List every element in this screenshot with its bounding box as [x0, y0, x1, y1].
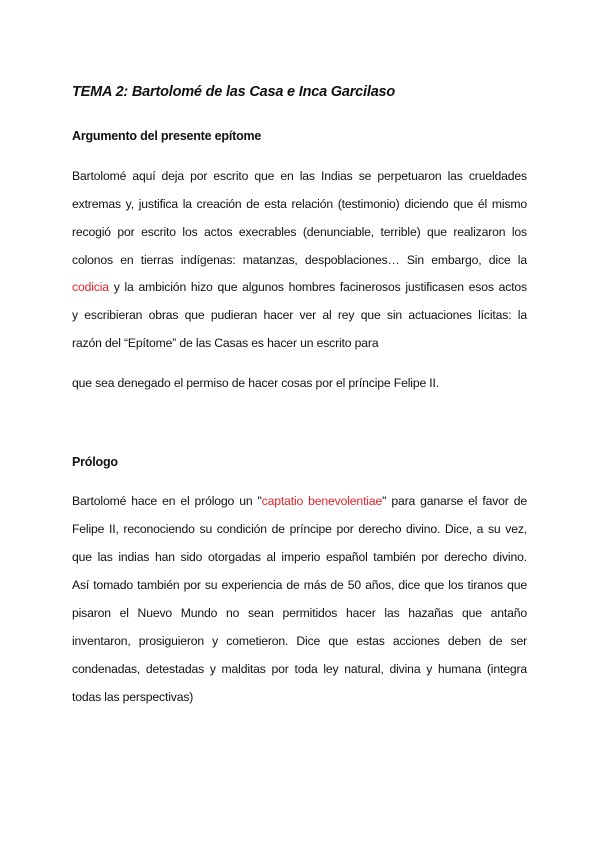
paragraph-line: que las indias han sido otorgadas al imperio español también por derecho divino.	[72, 550, 527, 564]
paragraph-line	[72, 493, 527, 509]
section-heading-argumento: Argumento del presente epítome	[72, 129, 262, 143]
paragraph-line: extremas y, justifica la creación de esta relación (testimonio) diciendo que él mismo	[72, 197, 527, 211]
paragraph-line: Felipe II, reconociendo su condición de príncipe por derecho divino. Dice, a su vez,	[72, 522, 527, 536]
paragraph-line: y escribieran obras que pudieran hacer ver al rey que sin actuaciones lícitas: la	[72, 308, 527, 322]
paragraph-line: pisaron el Nuevo Mundo no sean permitidos hacer las hazañas que antaño	[72, 606, 527, 620]
line-text: Bartolomé hace en el prólogo un "	[72, 494, 262, 508]
paragraph-line: colonos en tierras indígenas: matanzas, despoblaciones… Sin embargo, dice la	[72, 253, 527, 267]
document-title: TEMA 2: Bartolomé de las Casa e Inca Garcilaso	[72, 84, 396, 100]
paragraph-line: condenadas, detestadas y malditas por toda ley natural, divina y humana (integra	[72, 662, 527, 676]
line-text: y la ambición hizo que algunos hombres facinerosos justificasen esos actos	[108, 280, 527, 294]
paragraph-line: inventaron, prosiguieron y cometieron. Dice que estas acciones deben de ser	[72, 634, 527, 648]
highlight-codicia: codicia	[72, 280, 109, 294]
paragraph-line: recogió por escrito los actos execrables (denunciable, terrible) que realizaron los	[72, 225, 527, 239]
highlight-captatio: captatio benevolentiae	[261, 494, 383, 508]
paragraph-line: Bartolomé aquí deja por escrito que en las Indias se perpetuaron las crueldades	[72, 169, 527, 183]
paragraph-line: todas las perspectivas)	[72, 690, 194, 704]
paragraph-line: razón del “Epítome” de las Casas es hacer un escrito para	[72, 336, 379, 350]
line-text: " para ganarse el favor de	[382, 494, 527, 508]
paragraph-line: Así tomado también por su experiencia de más de 50 años, dice que los tiranos que	[72, 578, 527, 592]
paragraph-line	[72, 279, 527, 295]
paragraph-felipe: que sea denegado el permiso de hacer cosas por el príncipe Felipe II.	[72, 376, 440, 390]
section-heading-prologo: Prólogo	[72, 455, 118, 469]
